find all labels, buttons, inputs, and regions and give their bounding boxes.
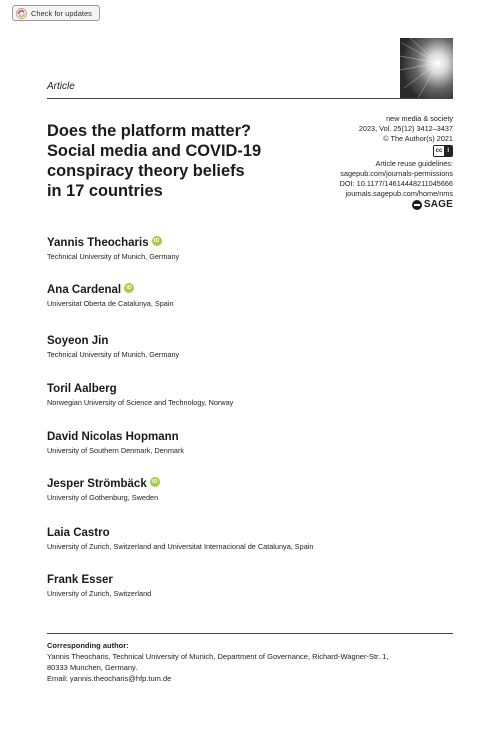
author-affiliation: University of Gothenburg, Sweden [47,493,159,502]
author-affiliation: Universitat Oberta de Catalunya, Spain [47,299,174,308]
author-affiliation: Technical University of Munich, Germany [47,252,180,261]
author-entry [47,527,313,551]
publisher-logo [313,200,453,210]
sage-logo-icon [412,200,422,210]
corresponding-author-address: Yannis Theocharis, Technical University of Munich, Department of Governance, Richard-Wagner-Str. 1, [47,652,389,661]
copyright-notice: © The Author(s) 2021 [383,134,453,143]
author-entry [47,383,233,407]
doi-link[interactable]: DOI: 10.1177/14614448211045666 [339,179,453,188]
author-entry [47,335,179,359]
author-affiliation: University of Zurich, Switzerland [47,589,152,598]
corresponding-author-email[interactable]: Email: yannis.theocharis@hfp.tum.de [47,674,172,683]
author-entry [47,284,174,308]
footer-divider [47,633,453,634]
title-line: in 17 countries [47,182,163,200]
title-line: conspiracy theory beliefs [47,162,245,180]
corresponding-author-block [47,640,453,684]
article-type-label: Article [47,81,75,92]
header-divider [47,98,453,99]
journal-name: new media & society [386,114,453,123]
check-for-updates-icon [16,8,27,19]
author-name[interactable]: Jesper Strömbäck [47,478,147,490]
check-for-updates-button[interactable] [12,5,100,21]
author-name[interactable]: Laia Castro [47,527,110,539]
journal-cover-image [400,38,453,98]
author-affiliation: University of Zurich, Switzerland and Universitat Internacional de Catalunya, Spain [47,542,314,551]
author-name[interactable]: Soyeon Jin [47,335,109,347]
reuse-guidelines-label: Article reuse guidelines: [375,159,453,168]
author-entry [47,478,160,502]
publisher-name: SAGE [423,199,453,210]
author-affiliation: Norwegian University of Science and Technology, Norway [47,398,234,407]
paper-title [47,121,322,201]
title-line: Social media and COVID-19 [47,142,262,160]
corresponding-author-address: 80333 Munchen, Germany. [47,663,138,672]
author-entry [47,431,184,455]
check-for-updates-label: Check for updates [31,8,92,18]
author-name[interactable]: Yannis Theocharis [47,237,149,249]
orcid-icon[interactable]: iD [124,283,134,293]
author-entry [47,574,151,598]
reuse-guidelines-link[interactable]: sagepub.com/journals-permissions [340,169,453,178]
title-line: Does the platform matter? [47,122,252,140]
attribution-icon: i [444,146,452,156]
corresponding-author-heading: Corresponding author: [47,641,129,650]
journal-home-link[interactable]: journals.sagepub.com/home/nms [345,189,453,198]
author-name[interactable]: David Nicolas Hopmann [47,431,179,443]
author-name[interactable]: Frank Esser [47,574,113,586]
author-name[interactable]: Ana Cardenal [47,284,122,296]
author-name[interactable]: Toril Aalberg [47,383,117,395]
journal-metadata [313,114,453,210]
creative-commons-license-icon[interactable] [433,145,453,157]
cc-icon: cc [435,148,443,154]
orcid-icon[interactable]: iD [152,236,162,246]
author-affiliation: Technical University of Munich, Germany [47,350,180,359]
orcid-icon[interactable]: iD [150,477,160,487]
author-entry [47,237,179,261]
author-affiliation: University of Southern Denmark, Denmark [47,446,185,455]
journal-citation: 2023, Vol. 25(12) 3412–3437 [358,124,453,133]
